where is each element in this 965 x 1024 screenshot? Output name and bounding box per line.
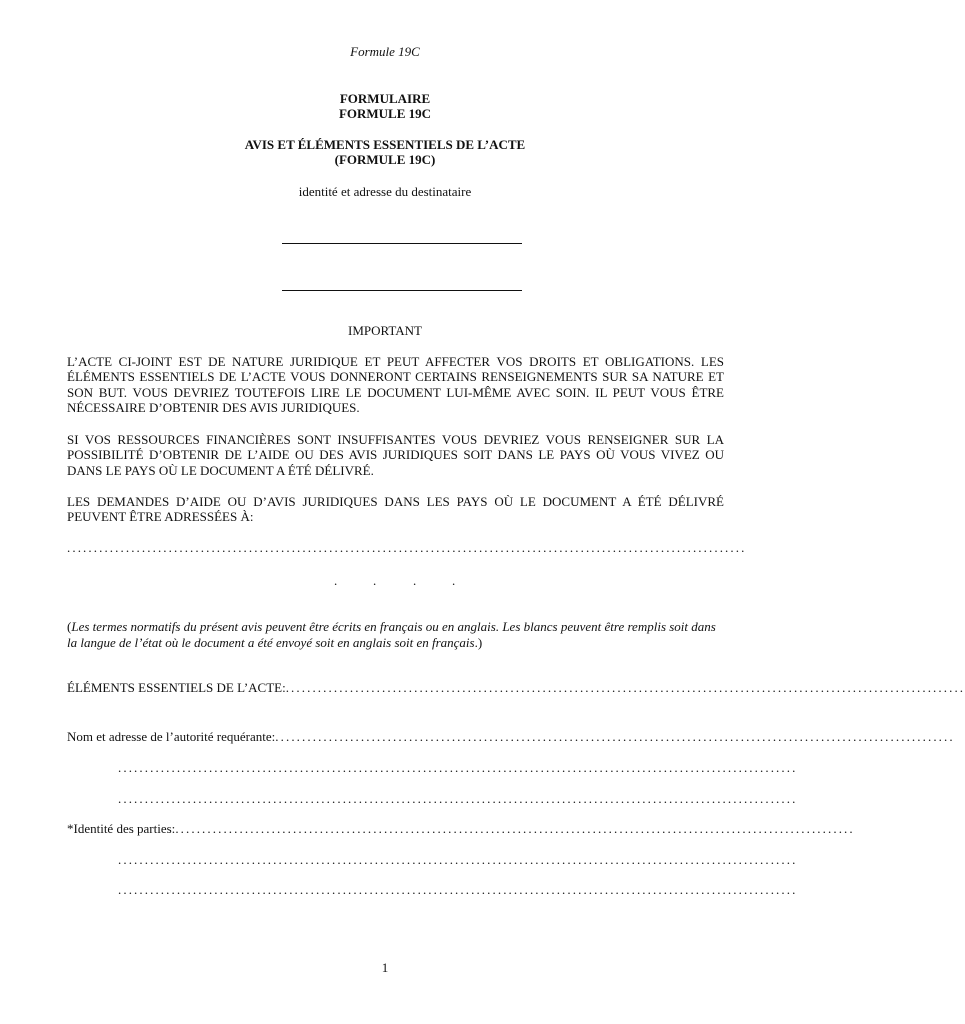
title-line-3: AVIS ET ÉLÉMENTS ESSENTIELS DE L’ACTE (244, 137, 526, 152)
parties-continuation-line[interactable] (118, 852, 798, 868)
note-close: .) (474, 635, 483, 650)
authority-dots[interactable]: ............................................................................................................................... (275, 729, 955, 744)
language-note (67, 619, 727, 651)
essential-elements-dots[interactable]: ............................................................................................................................... (285, 680, 965, 695)
separator-dot: . (373, 573, 377, 588)
authority-continuation-dots[interactable]: ............................................................................................................................... (118, 760, 798, 775)
authority-field[interactable] (67, 729, 955, 745)
parties-field[interactable] (67, 821, 855, 837)
paragraph-legal-nature: L’ACTE CI-JOINT EST DE NATURE JURIDIQUE ET PEUT AFFECTER VOS DROITS ET OBLIGATIONS. LES ÉLÉMENTS ESSENTIELS DE L’ACTE VOUS DONNERONT CERTAINS RENSEIGNEMENTS SUR SA NATURE ET SON BUT. VOUS DEVRIEZ TOUTEFOIS LIRE LE DOCUMENT LUI-MÊME AVEC SOIN. IL PEUT VOUS ÊTRE NÉCESSAIRE D’OBTENIR DES AVIS JURIDIQUES. (67, 354, 724, 416)
essential-elements-label: ÉLÉMENTS ESSENTIELS DE L’ACTE: (67, 680, 286, 695)
title-line-2: FORMULE 19C (338, 106, 432, 121)
parties-dots[interactable]: ............................................................................................................................... (175, 821, 855, 836)
authority-continuation-dots[interactable]: ............................................................................................................................... (118, 791, 798, 806)
separator-dot: . (334, 573, 338, 588)
important-heading: IMPORTANT (347, 323, 422, 338)
recipient-label: identité et adresse du destinataire (298, 184, 472, 199)
essential-elements-field[interactable] (67, 680, 965, 696)
note-text: Les termes normatifs du présent avis peuvent être écrits en français ou en anglais. Les blancs peuvent être remplis soit dans la langue de l’état où le document a été envoyé soit en anglais soit en français (67, 619, 716, 650)
title-line-1: FORMULAIRE (339, 91, 431, 106)
note-open-paren: ( (67, 619, 72, 634)
form-title (0, 91, 770, 121)
title-line-4: (FORMULE 19C) (334, 152, 436, 167)
page-number: 1 (381, 960, 389, 975)
paragraph-requests-address: LES DEMANDES D’AIDE OU D’AVIS JURIDIQUES DANS LES PAYS OÙ LE DOCUMENT A ÉTÉ DÉLIVRÉ PEUVENT ÊTRE ADRESSÉES À: (67, 494, 724, 525)
authority-continuation-line[interactable] (118, 791, 798, 807)
separator-dot: . (413, 573, 417, 588)
recipient-blank-line-1[interactable] (282, 243, 522, 244)
paragraph-financial-resources: SI VOS RESSOURCES FINANCIÈRES SONT INSUFFISANTES VOUS DEVRIEZ VOUS RENSEIGNER SUR LA POSSIBILITÉ D’OBTENIR DE L’AIDE OU DES AVIS JURIDIQUES SOIT DANS LE PAYS OÙ VOUS VIVEZ OU DANS LE PAYS OÙ LE DOCUMENT A ÉTÉ DÉLIVRÉ. (67, 432, 724, 478)
authority-label: Nom et adresse de l’autorité requérante: (67, 729, 276, 744)
separator-dot: . (452, 573, 456, 588)
recipient-blank-line-2[interactable] (282, 290, 522, 291)
authority-continuation-line[interactable] (118, 760, 798, 776)
parties-continuation-line[interactable] (118, 882, 798, 898)
running-header: Formule 19C (350, 44, 420, 59)
parties-continuation-dots[interactable]: ............................................................................................................................... (118, 882, 798, 897)
parties-label: *Identité des parties: (67, 821, 176, 836)
form-subtitle (0, 137, 770, 167)
address-dotted-line[interactable]: ............................................................................................................................... (67, 540, 747, 555)
parties-continuation-dots[interactable]: ............................................................................................................................... (118, 852, 798, 867)
